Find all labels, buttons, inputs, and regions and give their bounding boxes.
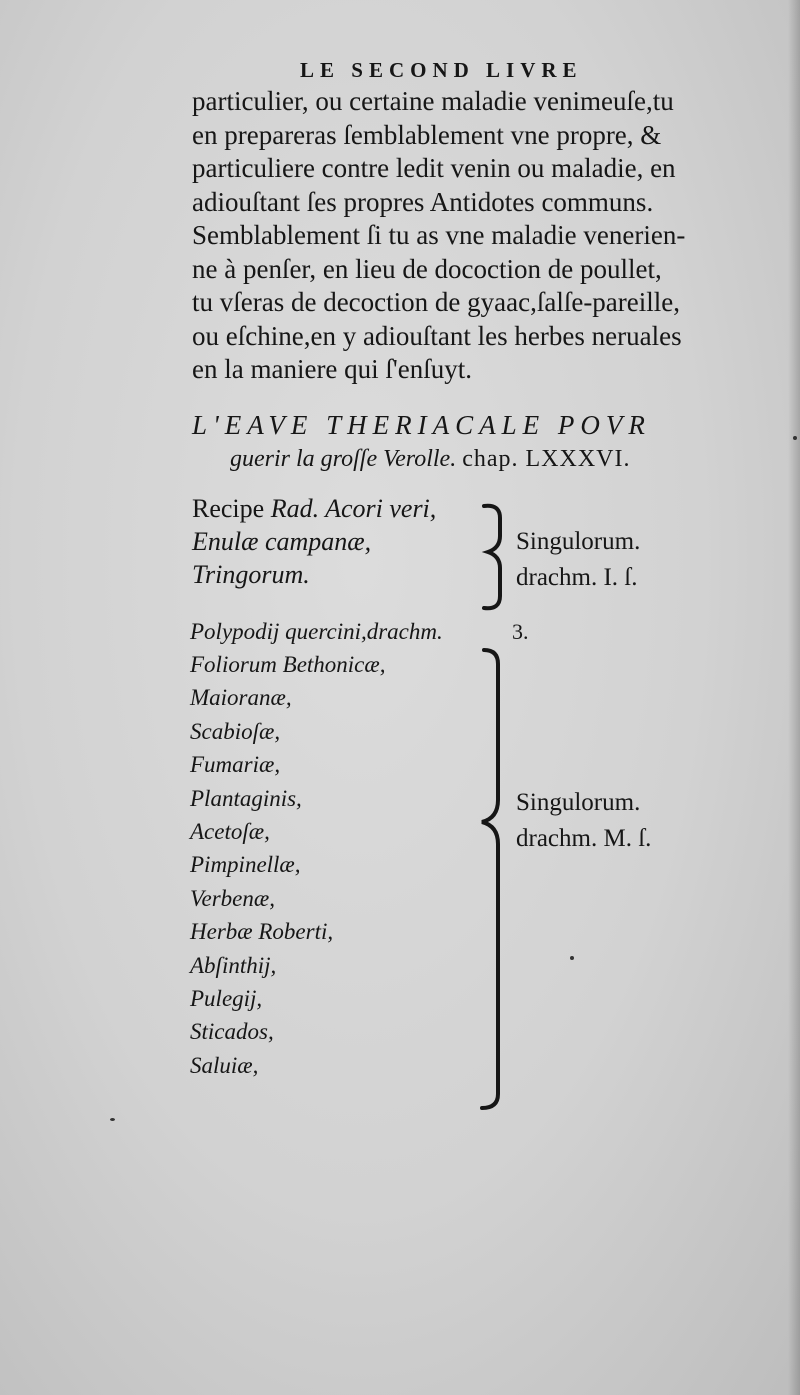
ingredient: Maioranæ, xyxy=(190,685,292,711)
ingredient: Scabioſæ, xyxy=(190,718,281,744)
ingredient: Plantaginis, xyxy=(190,785,302,811)
ink-speck xyxy=(793,436,797,440)
brace-group1 xyxy=(484,506,500,609)
running-header: LE SECOND LIVRE xyxy=(300,58,583,82)
paragraph-line: particuliere contre ledit venin ou maladie, en xyxy=(192,153,676,183)
paragraph-line: ou eſchine,en y adiouſtant les herbes neruales xyxy=(192,320,682,351)
paragraph-line: en la maniere qui ſ'enſuyt. xyxy=(192,354,473,384)
ingredient: Acetoſæ, xyxy=(190,818,270,844)
ingredient: Pimpinellæ, xyxy=(190,852,301,878)
ingredient: Herbæ Roberti, xyxy=(190,919,334,945)
paragraph-line: en prepareras ſemblablement vne propre, & xyxy=(192,119,662,150)
ink-speck xyxy=(110,1118,115,1121)
ingredient: Rad. Acori veri, xyxy=(270,494,437,523)
ingredient: Pulegij, xyxy=(190,985,263,1011)
group1-note-line2: drachm. I. ſ. xyxy=(516,564,638,591)
chapter-number: chap. LXXXVI. xyxy=(462,446,631,472)
ingredient: Polypodij quercini,drachm. xyxy=(190,619,443,644)
paragraph-line: adiouſtant ſes propres Antidotes communs. xyxy=(192,186,654,217)
ingredient: Tringorum. xyxy=(192,560,310,589)
ingredient: Verbenæ, xyxy=(190,885,275,911)
ingredient: Sticados, xyxy=(190,1019,274,1045)
single-quantity: 3. xyxy=(512,619,529,644)
ingredient: Enulæ campanæ, xyxy=(192,527,372,556)
subtitle-text: guerir la groſſe Verolle. xyxy=(230,446,457,472)
group2-note-line1: Singulorum. xyxy=(516,789,641,816)
group1-note-line1: Singulorum. xyxy=(516,528,641,555)
paragraph-line: ne à penſer, en lieu de docoction de poullet, xyxy=(192,253,662,284)
group2-note-line2: drachm. M. ſ. xyxy=(516,825,652,852)
paragraph-line: Semblablement ſi tu as vne maladie venerien- xyxy=(192,220,686,250)
ingredient: Fumariæ, xyxy=(190,752,281,778)
paragraph-line: tu vſeras de decoction de gyaac,ſalſe-pareille, xyxy=(192,287,681,317)
ingredient: Saluiæ, xyxy=(190,1052,259,1078)
ingredient: Abſinthij, xyxy=(190,952,277,978)
ingredient: Foliorum Bethonicæ, xyxy=(190,652,386,677)
section-title: L'EAVE THERIACALE POVR xyxy=(192,410,651,440)
ink-speck xyxy=(570,956,574,960)
paragraph-line: particulier, ou certaine maladie venimeuſe,tu xyxy=(192,86,674,116)
brace-group2 xyxy=(482,650,498,1108)
recipe-word: Recipe xyxy=(192,494,265,523)
